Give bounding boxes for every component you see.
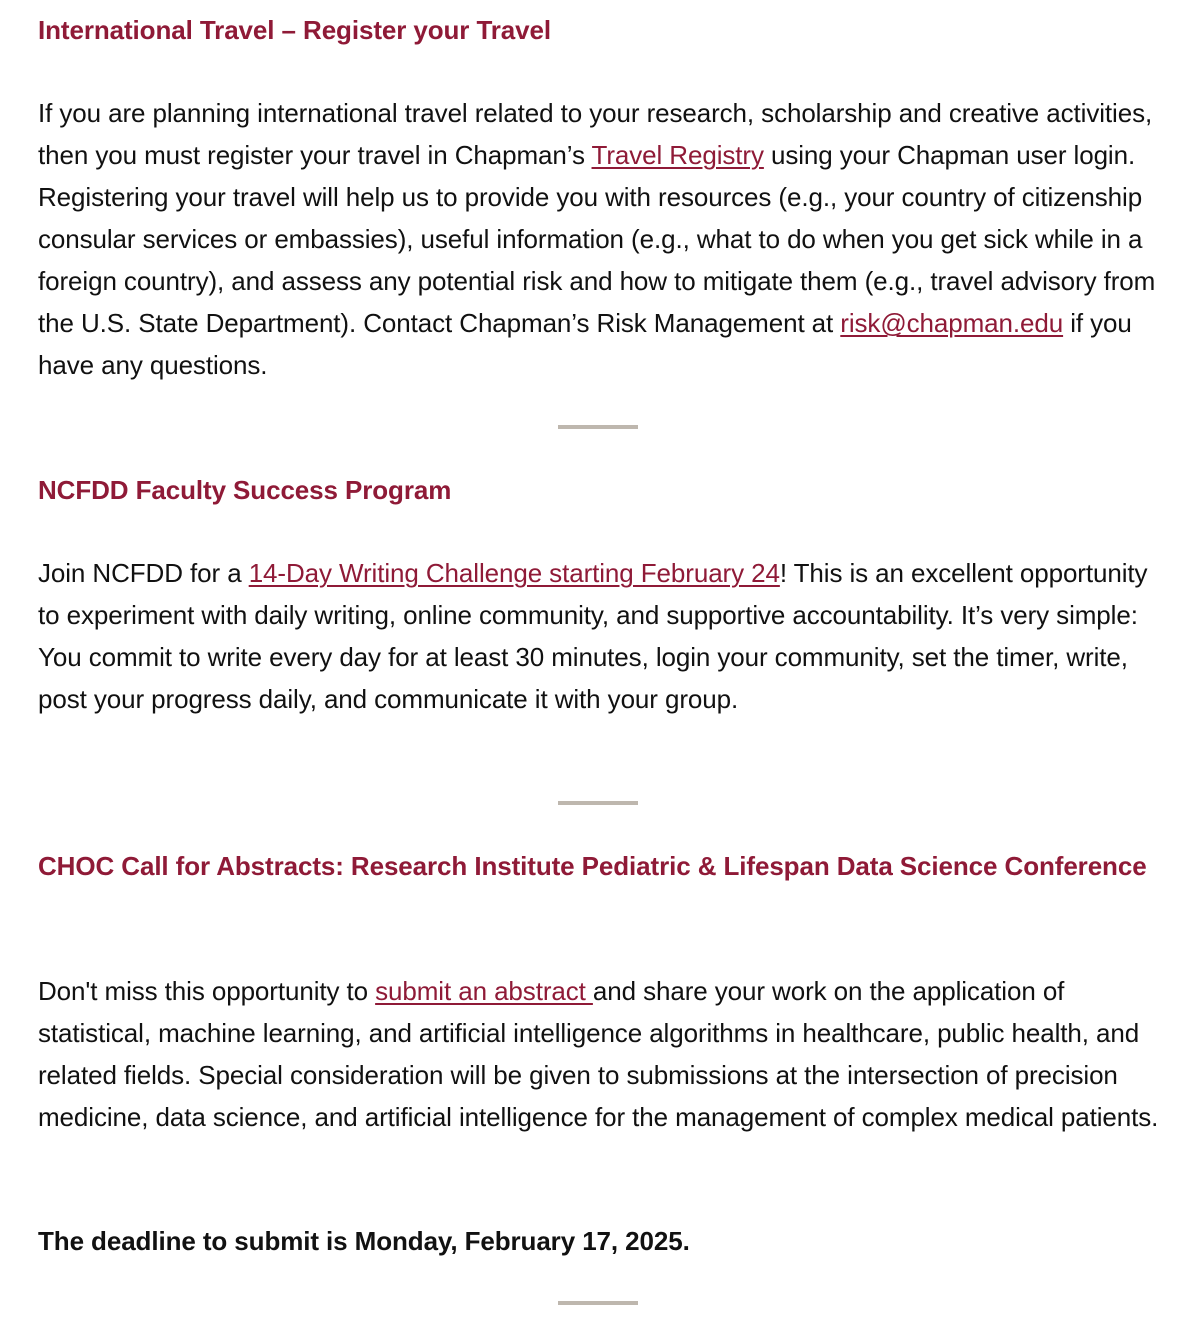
risk-email-link[interactable]: risk@chapman.edu (840, 308, 1064, 338)
divider (558, 801, 638, 805)
deadline-text (38, 1220, 1163, 1262)
travel-registry-link[interactable]: Travel Registry (591, 140, 764, 170)
divider (558, 1301, 638, 1305)
body-text: Don't miss this opportunity to (38, 976, 376, 1006)
submit-abstract-link[interactable]: submit an abstract (375, 976, 593, 1006)
section-title: International Travel – Register your Travel (38, 15, 552, 45)
body-text: if you have any questions. (38, 308, 1132, 380)
body-text: using your Chapman user login. Registering your travel will help us to provide you with resources (e.g., your country of citizenship consular services or embassies), useful information (e.g., what to do when you get sick while in a foreign country), and assess any potential risk and how to mitigate them (e.g., travel advisory from the U.S. State Department). Contact Chapman’s Risk Management at (38, 140, 1156, 338)
section-title: NCFDD Faculty Success Program (38, 475, 452, 505)
section-title: CHOC Call for Abstracts: Research Institute Pediatric & Lifespan Data Science Conference (38, 851, 1147, 881)
section-body (38, 552, 1163, 720)
deadline: The deadline to submit is Monday, February 17, 2025. (38, 1226, 690, 1256)
body-text: If you are planning international travel related to your research, scholarship and creative activities, then you must register your travel in Chapman’s (38, 98, 1153, 170)
divider (558, 425, 638, 429)
body-text: ! This is an excellent opportunity to experiment with daily writing, online community, and supportive accountability. It’s very simple: You commit to write every day for at least 30 minutes, login your community, set the timer, write, post your progress daily, and communicate it with your group. (38, 558, 1148, 714)
body-text: and share your work on the application of statistical, machine learning, and artificial intelligence algorithms in healthcare, public health, and related fields. Special consideration will be given to submissions at the intersection of precision medicine, data science, and artificial intelligence for the management of complex medical patients. (38, 976, 1159, 1132)
section-body (38, 92, 1163, 386)
section-body (38, 970, 1163, 1138)
body-text: Join NCFDD for a (38, 558, 249, 588)
writing-challenge-link[interactable]: 14-Day Writing Challenge starting February 24 (248, 558, 780, 588)
